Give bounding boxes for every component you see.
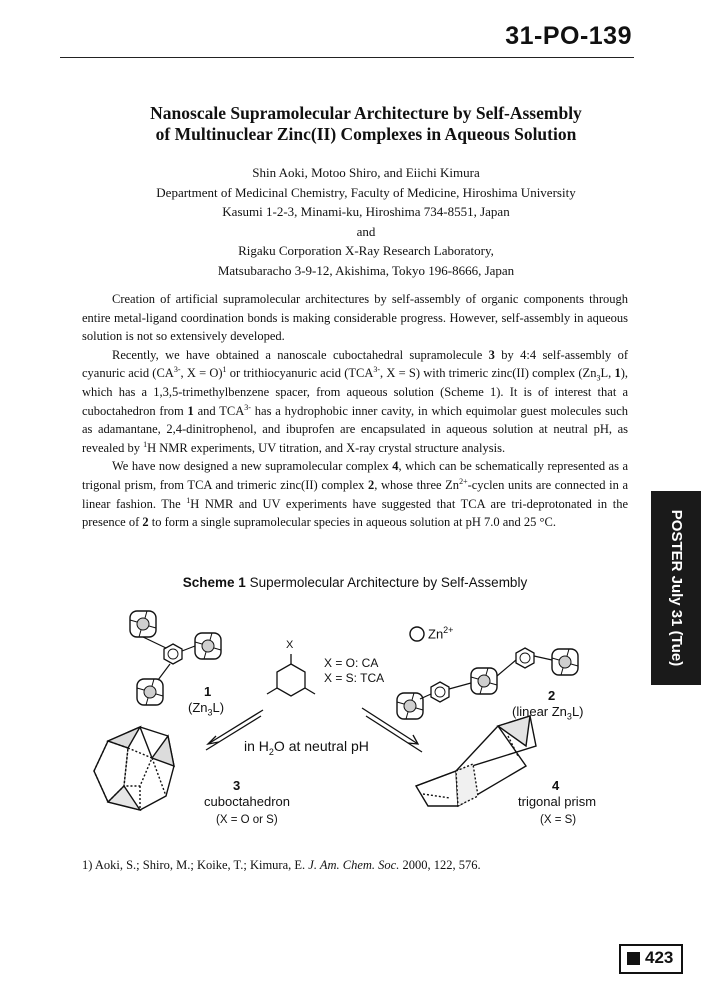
reaction-conditions: in $H_2O$ at neutral pH [244,738,369,757]
affiliation-1: Department of Medicinal Chemistry, Faculty of Medicine, Hiroshima University [156,184,576,200]
compound-1-number: 1 [204,684,212,699]
title-line-1: Nanoscale Supramolecular Architecture by Self-Assembly [150,103,582,123]
paragraph-3: We have now designed a new supramolecular complex 4, which can be schematically represented as a trigonal prism, from TCA and trimeric zinc(II) complex 2, whose three $Zn^{2+}$-cyclen units are connected in a linear fashion. The $^1$H NMR and UV experiments have suggested that TCA are tri-deprotonated in the presence of 2 to form a single supramolecular species in aqueous solution at pH 7.0 and 25 °C. [82,459,628,530]
body-text [82,290,628,532]
affiliation-4: Matsubaracho 3-9-12, Akishima, Tokyo 196-8666, Japan [217,262,515,278]
paragraph-1: Creation of artificial supramolecular architectures by self-assembly of organic components through entire metal-ligand coordination bonds is making considerable progress. However, self-assembly in aqueous solution is not so extensively developed. [82,292,628,344]
x-equals-s-label: X = S: TCA [324,671,385,685]
cuboctahedron-3-drawing [94,727,174,810]
compound-3-condition: (X = O or S) [216,814,278,826]
compound-3-name: cuboctahedron [204,794,291,809]
zinc-legend-icon [410,627,424,641]
header-rule [60,57,634,58]
compound-4-name: trigonal prism [518,794,597,809]
affiliation-and: and [356,223,376,239]
zinc-legend-label: $Zn^{2+}$ [428,625,454,642]
page-marker-square [627,952,640,965]
compound-4-number: 4 [552,778,560,793]
scheme-title: Scheme 1 Supermolecular Architecture by Self-Assembly [182,575,528,590]
affiliation-2: Kasumi 1-2-3, Minami-ku, Hiroshima 734-8551, Japan [222,204,510,219]
poster-date-tab [651,491,701,685]
triazine-structure [267,654,315,696]
compound-4-condition: (X = S) [540,814,577,826]
trigonal-prism-4-drawing [416,716,536,806]
equilibrium-arrow-right [362,708,422,752]
reference-1: 1) Aoki, S.; Shiro, M.; Koike, T.; Kimura, E. J. Am. Chem. Soc. 2000, 122, 576. [82,858,481,872]
scheme-figure [78,596,638,846]
compound-2-label: (linear $Zn_3L$) [512,704,584,722]
poster-date-label: POSTER July 31 (Tue) [668,509,685,667]
poster-code: 31-PO-139 [505,22,632,50]
authors: Shin Aoki, Motoo Shiro, and Eiichi Kimura [252,165,480,180]
triazine-x-label: X [286,639,294,651]
x-equals-o-label: X = O: CA [324,656,379,670]
title-line-2: of Multinuclear Zinc(II) Complexes in Aqueous Solution [155,124,577,144]
page-number: 423 [645,948,674,967]
compound-1-label: $(Zn_3L)$ [188,700,225,718]
author-block [60,163,672,280]
compound-2-number: 2 [548,688,556,703]
affiliation-3: Rigaku Corporation X-Ray Research Laboratory, [238,243,494,258]
paper-title [60,103,672,145]
paragraph-2: Recently, we have obtained a nanoscale cuboctahedral supramolecule 3 by 4:4 self-assembly of cyanuric acid ($CA^{3-}$, X = O)$^1$ or trithiocyanuric acid ($TCA^{3-}$, X = S) with trimeric zinc(II) complex ($Zn_3L$, 1), which has a 1,3,5-trimethylbenzene spacer, from aqueous solution (Scheme 1). It is of interest that a cuboctahedron from 1 and $TCA^{3-}$ has a hydrophobic inner cavity, in which equimolar guest molecules such as adamantane, 2,4-dinitrophenol, and ibuprofen are encapsulated in aqueous solution at neutral pH, as revealed by $^1$H NMR experiments, UV titration, and X-ray crystal structure analysis. [82,347,628,455]
page-number-box [619,944,683,974]
compound-3-number: 3 [233,778,241,793]
